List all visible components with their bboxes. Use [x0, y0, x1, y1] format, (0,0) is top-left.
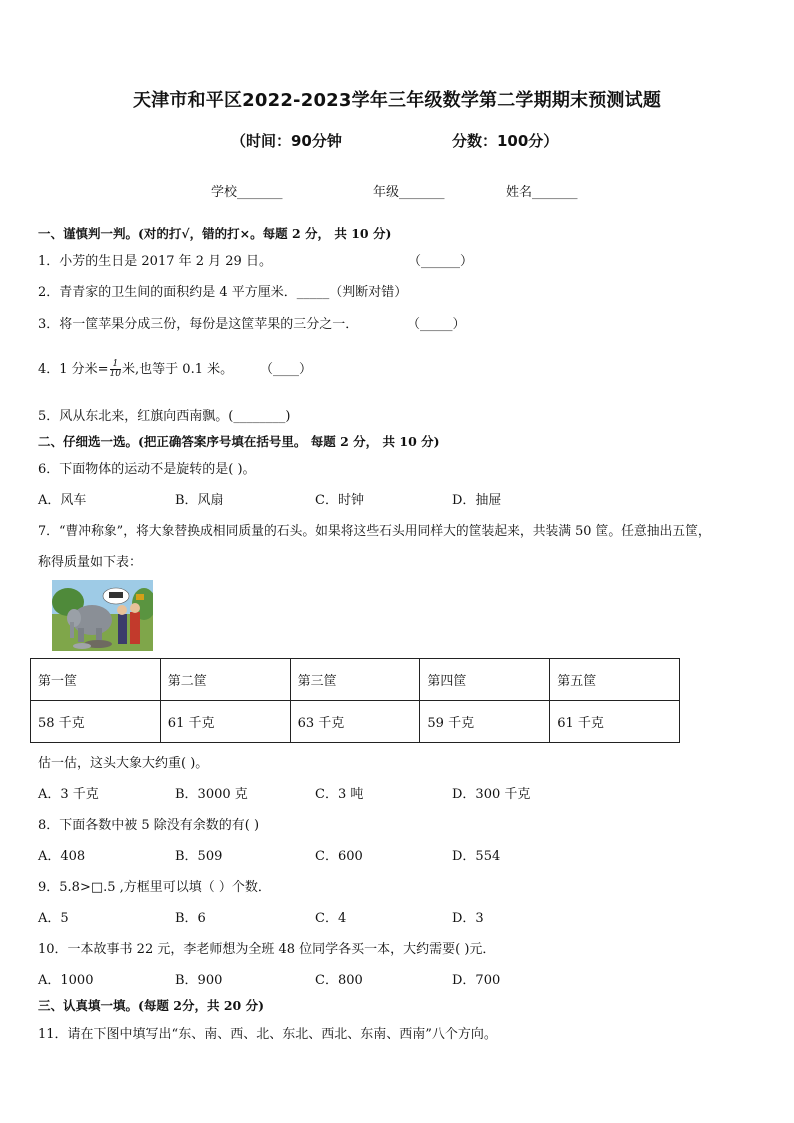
table-header-cell: 第四筐: [420, 659, 550, 701]
cao-chong-weighs-elephant-illustration: [52, 580, 153, 651]
q9-option-a: A．5: [38, 911, 69, 926]
fraction-one-tenth: [110, 360, 121, 379]
basket-weight-table: [30, 658, 680, 743]
table-header-cell: 第一筐: [31, 659, 161, 701]
table-header-row: [31, 659, 680, 701]
q9-option-c: C．4: [315, 911, 347, 926]
q7-option-b: B．3000 克: [175, 787, 248, 802]
q7-option-c: C．3 吨: [315, 787, 364, 802]
question-3-blank: （_____）: [407, 317, 466, 332]
q7-option-a: A．3 千克: [38, 787, 99, 802]
question-1: 1．小芳的生日是 2017 年 2 月 29 日。: [38, 254, 272, 269]
illustration-svg: [52, 580, 153, 651]
page-title: 天津市和平区2022-2023学年三年级数学第二学期期末预测试题: [132, 90, 662, 111]
q7-option-d: D．300 千克: [452, 787, 531, 802]
q10-option-b: B．900: [175, 973, 223, 988]
table-cell: 58 千克: [31, 701, 161, 743]
question-9: 9．5.8>□.5 ,方框里可以填（ ）个数．: [38, 880, 271, 895]
table-header-cell: 第二筐: [160, 659, 290, 701]
q10-option-c: C．800: [315, 973, 363, 988]
question-3: 3．将一筐苹果分成三份，每份是这筐苹果的三分之一．: [38, 317, 359, 332]
fraction-numerator: 1: [110, 360, 121, 370]
q10-option-a: A．1000: [38, 973, 94, 988]
question-4: [38, 358, 233, 379]
grade-field: 年级_______: [373, 185, 445, 200]
q9-option-d: D．3: [452, 911, 484, 926]
q8-option-b: B．509: [175, 849, 223, 864]
q9-option-b: B．6: [175, 911, 206, 926]
question-4-blank: （____）: [260, 362, 313, 377]
q8-option-c: C．600: [315, 849, 363, 864]
exam-score: 分数：100分）: [452, 132, 559, 150]
question-11: 11．请在下图中填写出“东、南、西、北、东北、西北、东南、西南”八个方向。: [38, 1027, 497, 1042]
q10-option-d: D．700: [452, 973, 501, 988]
question-4-text-b: 米,也等于 0.1 米。: [122, 362, 234, 377]
table-cell: 63 千克: [290, 701, 420, 743]
question-8: 8．下面各数中被 5 除没有余数的有( ): [38, 818, 260, 833]
table-cell: 61 千克: [550, 701, 680, 743]
table-header-cell: 第三筐: [290, 659, 420, 701]
table-row: [31, 701, 680, 743]
section3-heading: 三、认真填一填。(每题 2分，共 20 分): [38, 998, 264, 1013]
question-10: 10．一本故事书 22 元，李老师想为全班 48 位同学各买一本，大约需要( )元．: [38, 942, 496, 957]
q8-option-a: A．408: [38, 849, 86, 864]
q8-option-d: D．554: [452, 849, 501, 864]
section1-heading: 一、谨慎判一判。(对的打√，错的打×。每题 2 分， 共 10 分): [38, 226, 392, 241]
question-7-line2: 称得质量如下表：: [38, 555, 143, 570]
table-cell: 59 千克: [420, 701, 550, 743]
fraction-denominator: 10: [109, 369, 122, 379]
table-cell: 61 千克: [160, 701, 290, 743]
question-4-text-a: 4．1 分米=: [38, 362, 109, 377]
exam-time: （时间：90分钟: [231, 132, 342, 150]
q6-option-b: B．风扇: [175, 493, 224, 508]
question-2: 2．青青家的卫生间的面积约是 4 平方厘米．_____（判断对错）: [38, 285, 408, 300]
q6-option-d: D．抽屉: [452, 493, 502, 508]
question-7-line1: 7．“曹冲称象”，将大象替换成相同质量的石头。如果将这些石头用同样大的筐装起来，共装满 50 筐。任意抽出五筐，: [38, 524, 711, 539]
question-6: 6．下面物体的运动不是旋转的是( )。: [38, 462, 256, 477]
name-field: 姓名_______: [506, 185, 578, 200]
question-5: 5．风从东北来，红旗向西南飘。(________): [38, 409, 291, 424]
q6-option-c: C．时钟: [315, 493, 364, 508]
school-field: 学校_______: [211, 185, 283, 200]
table-header-cell: 第五筐: [550, 659, 680, 701]
section2-heading: 二、仔细选一选。(把正确答案序号填在括号里。 每题 2 分， 共 10 分): [38, 434, 440, 449]
question-7-ask: 估一估，这头大象大约重( )。: [38, 756, 209, 771]
question-1-blank: （______）: [408, 254, 474, 269]
q6-option-a: A．风车: [38, 493, 87, 508]
